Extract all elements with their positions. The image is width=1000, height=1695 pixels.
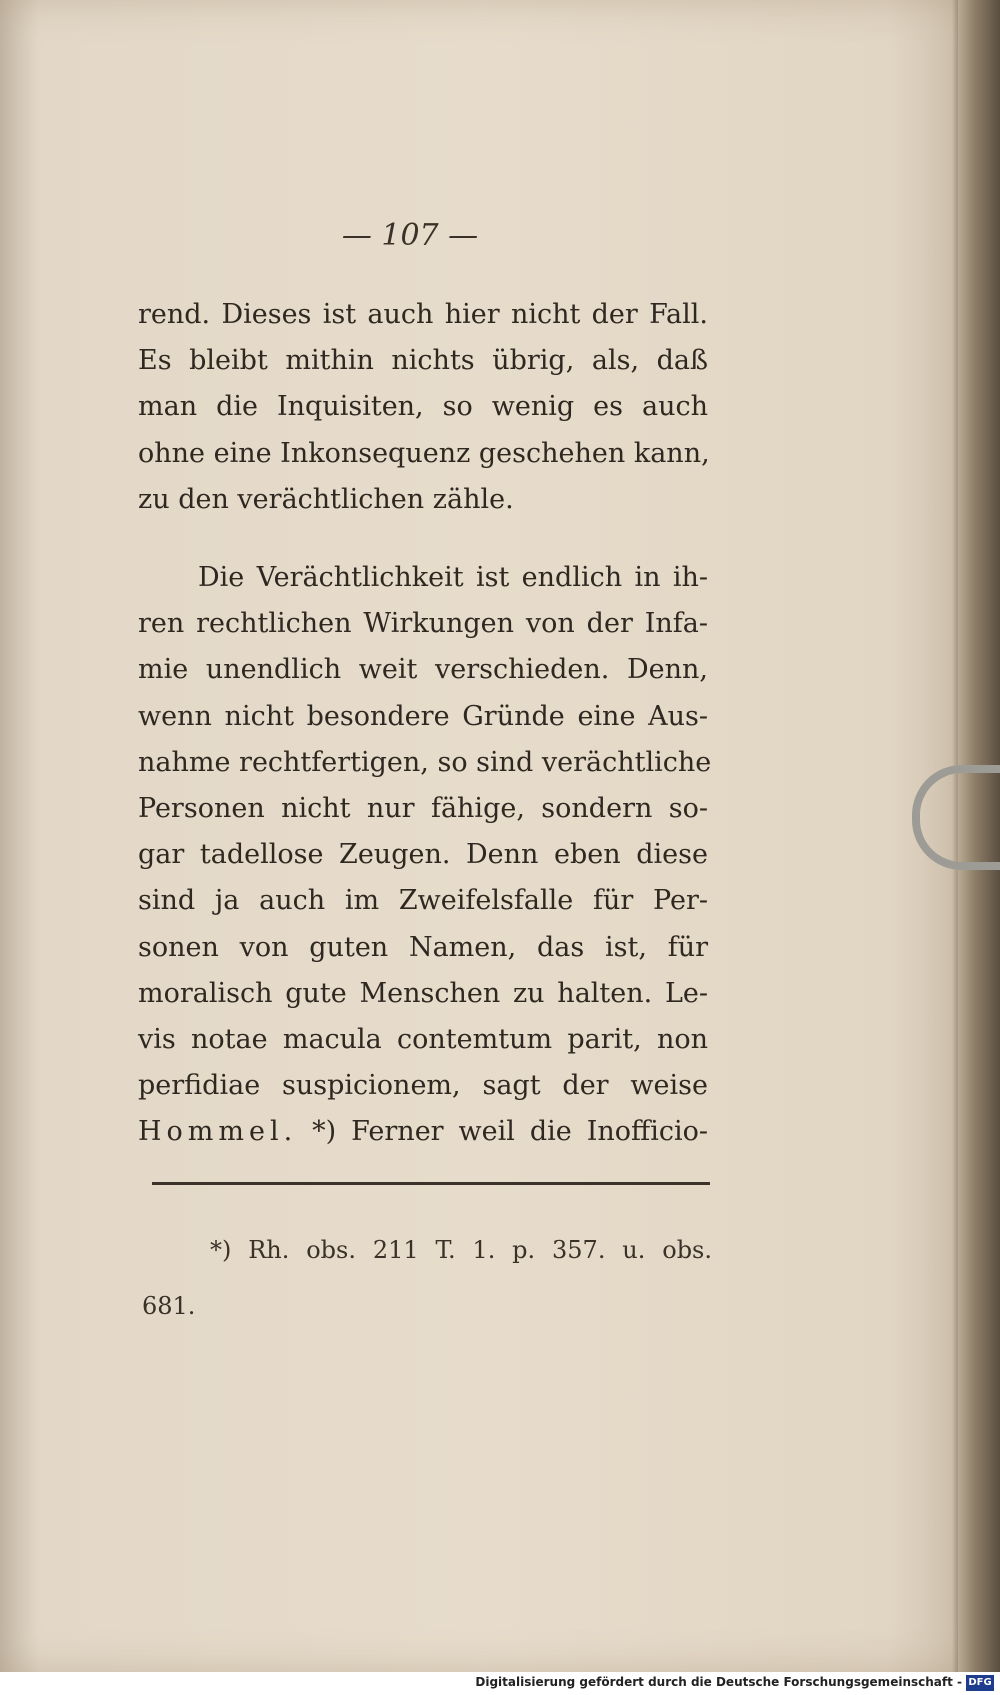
page-number: — 107 — — [341, 218, 479, 253]
text-line-rest: *) Ferner weil die Inofficio- — [312, 1116, 708, 1148]
digitization-credit: Digitalisierung gefördert durch die Deutsche Forschungsgemeinschaft - — [475, 1675, 962, 1689]
text-line: ren rechtlichen Wirkungen von der Infa- — [138, 608, 708, 640]
text-line: man die Inquisiten, so wenig es auch — [138, 391, 708, 423]
text-line — [138, 1109, 708, 1155]
text-line: sind ja auch im Zweifelsfalle für Per- — [138, 885, 708, 917]
text-line: perfidiae suspicionem, sagt der weise — [138, 1070, 708, 1102]
text-line: wenn nicht besondere Gründe eine Aus- — [138, 700, 708, 732]
text-line: mie unendlich weit verschieden. Denn, — [138, 654, 708, 686]
text-line: zu den verächtlichen zähle. — [138, 483, 514, 515]
text-line: vis notae macula contemtum parit, non — [138, 1024, 708, 1056]
text-line: ohne eine Inkonsequenz geschehen kann, — [138, 437, 710, 469]
author-name: Hommel. — [138, 1116, 298, 1148]
text-line: sonen von guten Namen, das ist, für — [138, 931, 708, 963]
footnote-line: *) Rh. obs. 211 T. 1. p. 357. u. obs. — [210, 1236, 712, 1264]
text-line: rend. Dieses ist auch hier nicht der Fall. — [138, 299, 708, 330]
text-line: Es bleibt mithin nichts übrig, als, daß — [138, 345, 708, 377]
text-line: gar tadellose Zeugen. Denn eben diese — [138, 839, 708, 871]
dfg-logo: DFG — [966, 1675, 994, 1691]
text-line: moralisch gute Menschen zu halten. Le- — [138, 977, 708, 1009]
text-line: Die Verächtlichkeit ist endlich in ih- — [198, 562, 708, 594]
text-line: nahme rechtfertigen, so sind verächtliche — [138, 746, 712, 778]
text-line: Personen nicht nur fähige, sondern so- — [138, 793, 708, 825]
bookmark-clip — [912, 765, 1000, 870]
footnote-line: 681. — [142, 1292, 196, 1320]
footnote-divider — [152, 1182, 710, 1185]
footnote — [142, 1222, 712, 1334]
body-text — [138, 292, 712, 1156]
